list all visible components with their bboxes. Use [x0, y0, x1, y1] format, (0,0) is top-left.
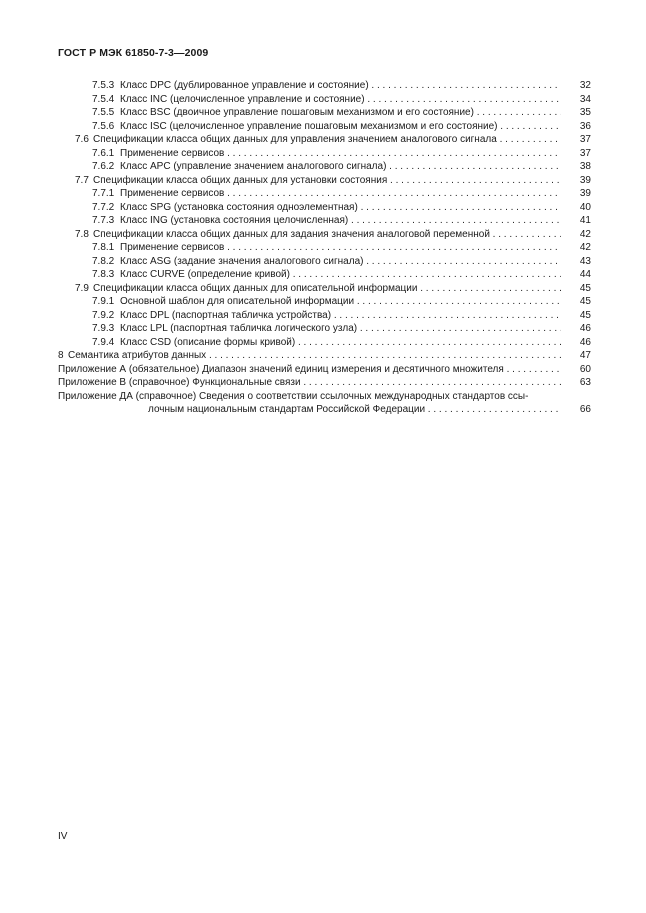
toc-entry-page: 40 [579, 201, 591, 213]
toc-entry-page: 34 [579, 93, 591, 105]
toc-entry[interactable] [58, 94, 591, 106]
toc-entry-page: 46 [579, 323, 591, 334]
toc-entry-page: 45 [579, 296, 591, 307]
toc-entry-page: 42 [579, 228, 591, 240]
toc-entry-number: 8 [58, 350, 64, 361]
toc-entry-title: Класс CSD (описание формы кривой) . . . [120, 337, 561, 349]
toc-entry[interactable] [58, 256, 591, 268]
toc-entry-page: 39 [579, 174, 591, 186]
toc-entry-page: 42 [579, 242, 591, 253]
toc-entry-title: Применение сервисов . . . [120, 188, 561, 200]
toc-entry-page: 60 [579, 363, 591, 375]
toc-entry-number: 7.9.4 [92, 336, 115, 348]
document-header: ГОСТ Р МЭК 61850-7-3—2009 [58, 47, 209, 59]
toc-entry-page: 38 [579, 161, 591, 172]
toc-entry[interactable] [58, 323, 591, 335]
toc-entry[interactable] [58, 107, 591, 119]
toc-entry-page: 47 [579, 350, 591, 361]
toc-entry-title: Спецификации класса общих данных для управления значением аналогового сигнала . . . [93, 134, 561, 146]
toc-entry[interactable] [58, 121, 591, 133]
toc-entry-title: Класс ING (установка состояния целочисленная) . . . [120, 215, 561, 227]
toc-entry-page: 41 [579, 215, 591, 226]
toc-entry[interactable] [58, 148, 591, 160]
toc-entry[interactable] [58, 215, 591, 227]
toc-entry[interactable] [58, 391, 591, 403]
toc-entry[interactable] [58, 377, 591, 389]
toc-entry[interactable] [58, 350, 591, 362]
toc-entry[interactable] [58, 229, 591, 241]
toc-entry-page: 39 [579, 188, 591, 199]
toc-entry-number: 7.9.3 [92, 323, 115, 334]
toc-entry-title: Класс ISC (целочисленное управление пошаговым механизмом и его состояние) . . . [120, 121, 561, 133]
toc-entry-page: 46 [579, 336, 591, 348]
toc-entry-title: Приложение ДА (справочное) Сведения о соответствии ссылочных международных стандартов ссы- [58, 390, 529, 402]
toc-entry-page: 36 [579, 120, 591, 132]
page-number: IV [58, 831, 68, 842]
toc-entry-title: Класс BSC (двоичное управление пошаговым механизмом и его состояние) . . . [120, 107, 561, 119]
toc-entry[interactable] [58, 242, 591, 254]
toc-entry-title: Основной шаблон для описательной информации . . . [120, 296, 561, 308]
toc-entry-number: 7.5.3 [92, 80, 115, 91]
toc-entry[interactable] [58, 296, 591, 308]
toc-entry-number: 7.9 [75, 282, 89, 294]
toc-entry-number: 7.8 [75, 228, 89, 240]
toc-entry-title: Класс INC (целочисленное управление и состояние) . . . [120, 94, 561, 106]
toc-entry-page: 63 [579, 377, 591, 388]
toc-entry-page: 43 [579, 255, 591, 267]
toc-entry-title: Класс LPL (паспортная табличка логического узла) . . . [120, 323, 561, 335]
toc-entry-number: 7.7 [75, 174, 89, 186]
toc-entry[interactable] [58, 269, 591, 281]
toc-entry-title: Класс ASG (задание значения аналогового сигнала) . . . [120, 256, 561, 268]
toc-entry[interactable] [58, 80, 591, 92]
toc-entry[interactable] [58, 364, 591, 376]
toc-entry-title: Приложение В (справочное) Функциональные связи . . . [58, 377, 561, 389]
toc-entry-number: 7.9.1 [92, 296, 115, 307]
toc-entry[interactable] [58, 188, 591, 200]
toc-entry-page: 44 [579, 269, 591, 280]
toc-entry[interactable] [58, 134, 591, 146]
toc-entry-number: 7.7.1 [92, 188, 115, 199]
toc-entry-page: 35 [579, 107, 591, 118]
toc-entry-title: Класс DPC (дублированное управление и состояние) . . . [120, 80, 561, 92]
toc-entry-title: Спецификации класса общих данных для установки состояния . . . [93, 175, 561, 187]
toc-entry-page: 32 [579, 80, 591, 91]
toc-entry[interactable] [58, 161, 591, 173]
toc-entry-title: Спецификации класса общих данных для описательной информации . . . [93, 283, 561, 295]
toc-entry-number: 7.9.2 [92, 309, 115, 321]
toc-entry-number: 7.6.2 [92, 161, 115, 172]
toc-entry-title: Класс DPL (паспортная табличка устройства) . . . [120, 310, 561, 322]
toc-entry-number: 7.8.2 [92, 255, 115, 267]
toc-entry-title: Приложение А (обязательное) Диапазон значений единиц измерения и десятичного множителя . . . [58, 364, 561, 376]
toc-entry-page: 37 [579, 147, 591, 159]
toc-entry-title: Класс APC (управление значением аналогового сигнала) . . . [120, 161, 561, 173]
toc-entry[interactable] [58, 202, 591, 214]
toc-entry-page: 45 [579, 282, 591, 294]
toc-entry-number: 7.5.6 [92, 120, 115, 132]
toc-entry-title: Применение сервисов . . . [120, 148, 561, 160]
toc-entry[interactable] [58, 175, 591, 187]
toc-entry-number: 7.5.4 [92, 93, 115, 105]
toc-entry-number: 7.7.3 [92, 215, 115, 226]
toc-entry-page: 66 [579, 404, 591, 415]
toc-entry-title: Класс SPG (установка состояния одноэлементная) . . . [120, 202, 561, 214]
toc-entry[interactable] [58, 337, 591, 349]
toc-entry-number: 7.8.1 [92, 242, 115, 253]
toc-entry-continuation[interactable] [58, 404, 591, 416]
toc-entry-number: 7.8.3 [92, 269, 115, 280]
toc-entry-title: Семантика атрибутов данных . . . [68, 350, 561, 362]
toc-entry-title: Класс CURVE (определение кривой) . . . [120, 269, 561, 281]
toc-entry[interactable] [58, 310, 591, 322]
toc-entry-number: 7.6.1 [92, 147, 115, 159]
toc-entry-title: Применение сервисов . . . [120, 242, 561, 254]
toc-entry[interactable] [58, 283, 591, 295]
toc-entry-title: Спецификации класса общих данных для задания значения аналоговой переменной . . . [93, 229, 561, 241]
toc-entry-number: 7.6 [75, 134, 89, 145]
toc-entry-page: 45 [579, 309, 591, 321]
toc-entry-number: 7.7.2 [92, 201, 115, 213]
toc-entry-number: 7.5.5 [92, 107, 115, 118]
toc-entry-title-continuation: лочным национальным стандартам Российской Федерации . . . [148, 404, 561, 416]
toc-entry-page: 37 [579, 134, 591, 145]
